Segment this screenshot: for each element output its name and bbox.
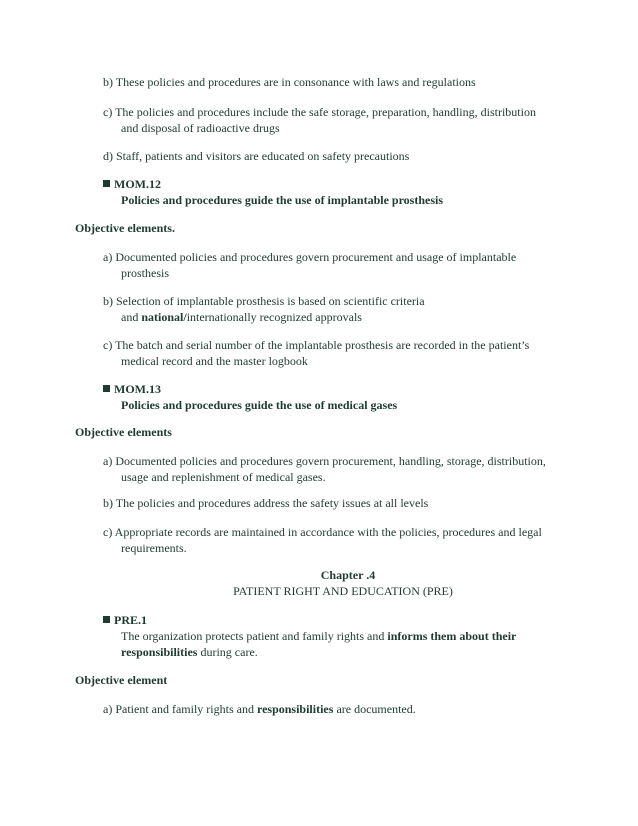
pre1-a-text: a) Patient and family rights and [103,702,257,716]
mom12-b-bold-text: national/ [141,310,187,324]
mom12-item-a-line1: a) Documented policies and procedures govern procurement and usage of implantable [103,250,517,264]
mom12-code: MOM.12 [114,177,161,191]
chapter-number: Chapter .4 [320,568,376,582]
mom13-code: MOM.13 [114,382,161,396]
mom13-objective-heading: Objective elements [75,425,172,439]
mom12-item-a-line2: prosthesis [121,266,169,280]
mom13-title: Policies and procedures guide the use of medical gases [121,398,398,412]
mom12-b-text: and [121,310,142,324]
pre1-text-end: during care. [197,645,258,659]
pre1-bold-text: informs them about their [387,629,517,643]
mom13-item-a-line1: a) Documented policies and procedures govern procurement, handling, storage, distribution, [103,454,546,468]
square-bullet-icon [103,616,110,623]
mom11-item-c-line2: and disposal of radioactive drugs [121,121,280,135]
mom12-b-text-end: internationally recognized approvals [186,310,362,324]
mom12-item-b-line1: b) Selection of implantable prosthesis is based on scientific criteria [103,294,425,308]
mom12-item-c-line2: medical record and the master logbook [121,354,308,368]
chapter-title: PATIENT RIGHT AND EDUCATION (PRE) [233,584,453,598]
pre1-text: The organization protects patient and family rights and [121,629,388,643]
pre1-code: PRE.1 [114,613,147,627]
square-bullet-icon [103,180,110,187]
mom12-heading [103,176,161,192]
mom13-item-c-line2: requirements. [121,541,187,555]
pre1-a-text-end: are documented. [333,702,416,716]
pre1-objective-heading: Objective element [75,673,168,687]
pre1-description-line1 [121,628,516,644]
mom13-item-b: b) The policies and procedures address the safety issues at all levels [103,496,429,510]
mom12-title: Policies and procedures guide the use of implantable prosthesis [121,193,444,207]
mom11-item-c-line1: c) The policies and procedures include the safe storage, preparation, handling, distribution [103,105,536,119]
mom13-item-c-line1: c) Appropriate records are maintained in accordance with the policies, procedures and legal [103,525,542,539]
mom11-item-b: b) These policies and procedures are in consonance with laws and regulations [103,75,476,89]
pre1-a-bold-text: responsibilities [256,702,334,716]
mom12-item-c-line1: c) The batch and serial number of the implantable prosthesis are recorded in the patient’s [103,338,530,352]
pre1-bold-text-2: responsibilities [121,645,198,659]
mom12-item-b-line2 [121,309,362,325]
square-bullet-icon [103,385,110,392]
pre1-item-a [103,701,416,717]
pre1-description-line2 [121,644,258,660]
mom11-item-d: d) Staff, patients and visitors are educated on safety precautions [103,149,410,163]
mom13-item-a-line2: usage and replenishment of medical gases. [121,470,326,484]
pre1-heading [103,612,147,628]
mom13-heading [103,381,161,397]
mom12-objective-heading: Objective elements. [75,221,175,235]
